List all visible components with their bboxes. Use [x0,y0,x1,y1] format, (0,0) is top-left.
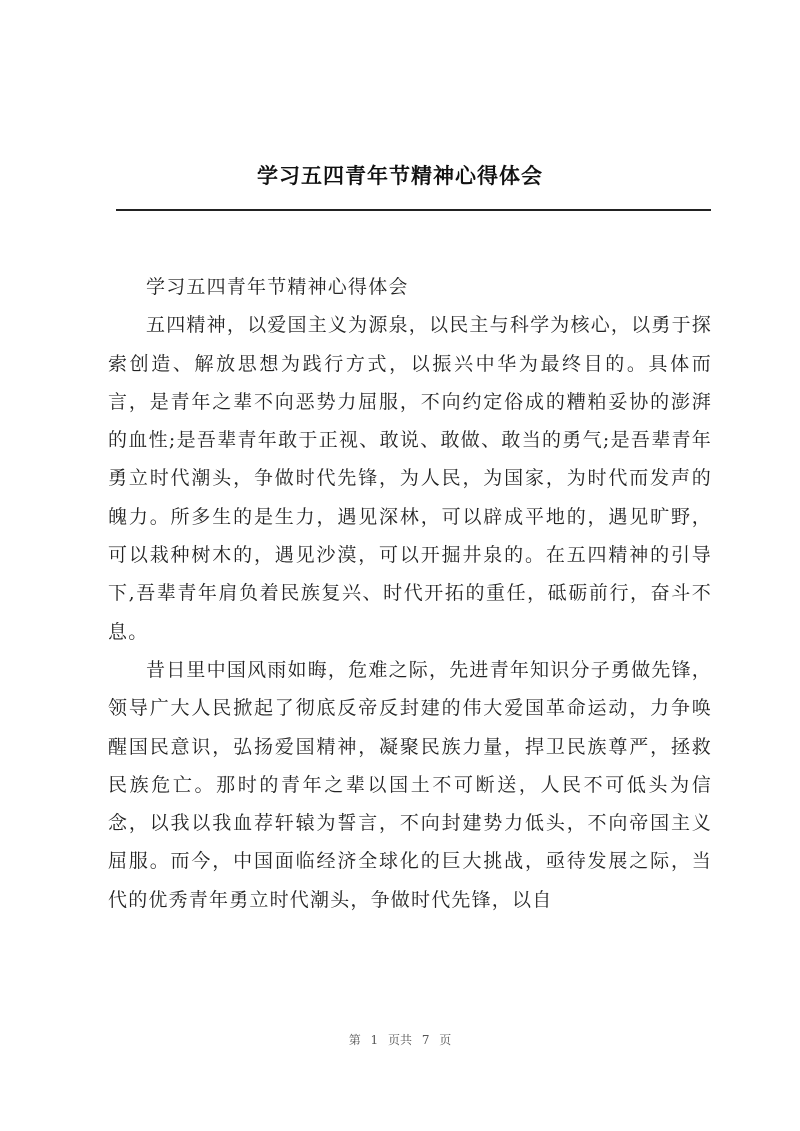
body-paragraph: 昔日里中国风雨如晦，危难之际，先进青年知识分子勇做先锋，领导广大人民掀起了彻底反帝反封建的伟大爱国革命运动，力争唤醒国民意识，弘扬爱国精神，凝聚民族力量，捍卫民族尊严，拯救民族危亡。那时的青年之辈以国土不可断送，人民不可低头为信念，以我以我血荐轩辕为誓言，不向封建势力低头，不向帝国主义屈服。而今，中国面临经济全球化的巨大挑战，亟待发展之际，当代的优秀青年勇立时代潮头，争做时代先锋，以自 [108,658,712,911]
page-title: 学习五四青年节精神心得体会 [257,164,543,188]
document-body [108,268,712,919]
title-divider [116,209,711,211]
body-paragraph: 五四精神，以爱国主义为源泉，以民主与科学为核心，以勇于探索创造、解放思想为践行方式，以振兴中华为最终目的。具体而言，是青年之辈不向恶势力屈服，不向约定俗成的糟粕妥协的澎湃的血性;是吾辈青年敢于正视、敢说、敢做、敢当的勇气;是吾辈青年勇立时代潮头，争做时代先锋，为人民，为国家，为时代而发声的魄力。所多生的是生力，遇见深林，可以辟成平地的，遇见旷野，可以栽种树木的，遇见沙漠，可以开掘井泉的。在五四精神的引导下,吾辈青年肩负着民族复兴、时代开拓的重任，砥砺前行，奋斗不息。 [108,314,712,643]
page-number-footer: 第 1 页共 7 页 [348,1033,452,1047]
body-heading-paragraph: 学习五四青年节精神心得体会 [146,276,409,298]
